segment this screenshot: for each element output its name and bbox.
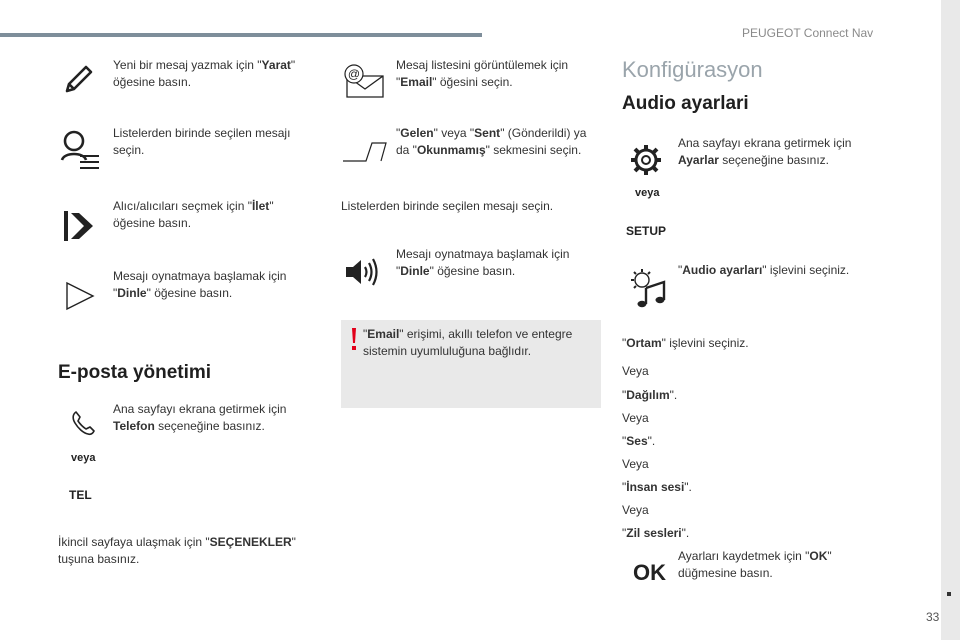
forward-instruction: Alıcı/alıcıları seçmek için "İlet" öğesine basın. <box>113 199 274 230</box>
listen-instruction-2: Mesajı oynatmaya başlamak için "Dinle" öğesine basın. <box>396 247 570 278</box>
side-marker <box>947 592 951 596</box>
or-text: Veya <box>622 411 649 425</box>
options-instruction: İkincil sayfaya ulaşmak için "SEÇENEKLER" tuşuna basınız. <box>58 535 296 566</box>
or-text: Veya <box>622 457 649 471</box>
page-side-strip <box>941 0 960 640</box>
ok-instruction: Ayarları kaydetmek için "OK" düğmesine basın. <box>678 549 832 580</box>
or-label-2: veya <box>635 187 660 199</box>
or-text: Veya <box>622 364 649 378</box>
choice-ses: "Ses". <box>622 434 656 448</box>
choice-zil-sesleri: "Zil sesleri". <box>622 526 690 540</box>
play-icon <box>65 281 95 314</box>
or-label: veya <box>71 452 96 464</box>
setup-button-label: SETUP <box>626 224 667 238</box>
exclamation-icon <box>348 328 360 355</box>
phone-instruction: Ana sayfayı ekrana getirmek için Telefon seçeneğine basınız. <box>113 402 287 433</box>
tab-icon <box>343 142 387 165</box>
forward-arrow-icon <box>62 211 96 244</box>
tel-button-label: TEL <box>69 488 92 502</box>
gear-icon <box>630 144 662 179</box>
settings-instruction: Ana sayfayı ekrana getirmek için Ayarlar seçeneğine basınız. <box>678 136 852 167</box>
select-message-instruction: Listelerden birinde seçilen mesajı seçin. <box>113 126 291 157</box>
listen-instruction-1: Mesajı oynatmaya başlamak için "Dinle" öğesine basın. <box>113 269 287 300</box>
pencil-icon <box>62 62 96 99</box>
email-management-heading: E-posta yönetimi <box>58 362 212 383</box>
email-envelope-icon <box>343 64 385 101</box>
choice-ortam: "Ortam" işlevini seçiniz. <box>622 336 749 350</box>
svg-text:@: @ <box>347 67 361 81</box>
choice-insan-sesi: "İnsan sesi". <box>622 480 692 494</box>
contact-list-icon <box>58 128 102 175</box>
audio-settings-heading: Audio ayarlari <box>622 93 749 114</box>
audio-settings-instruction: "Audio ayarları" işlevini seçiniz. <box>678 263 850 277</box>
choice-dagilim: "Dağılım". <box>622 388 678 402</box>
select-from-list-text: Listelerden birinde seçilen mesajı seçin. <box>341 199 554 213</box>
or-text: Veya <box>622 503 649 517</box>
create-instruction: Yeni bir mesaj yazmak için "Yarat" öğesine basın. <box>113 58 296 89</box>
tabs-instruction: "Gelen" veya "Sent" (Gönderildi) ya da "Okunmamış" sekmesini seçin. <box>396 126 587 157</box>
header-bar <box>0 33 482 37</box>
page-number: 33 <box>926 610 940 624</box>
configuration-title: Konfigürasyon <box>622 57 763 82</box>
header-title: PEUGEOT Connect Nav <box>742 26 874 40</box>
ok-button-label: OK <box>633 560 666 585</box>
speaker-icon <box>344 257 382 290</box>
note-text: "Email" erişimi, akıllı telefon ve entegre sistemin uyumluluğuna bağlıdır. <box>363 327 573 358</box>
gear-music-icon <box>630 268 668 311</box>
phone-icon <box>70 410 96 439</box>
email-list-instruction: Mesaj listesini görüntülemek için "Email" öğesini seçin. <box>396 58 569 89</box>
